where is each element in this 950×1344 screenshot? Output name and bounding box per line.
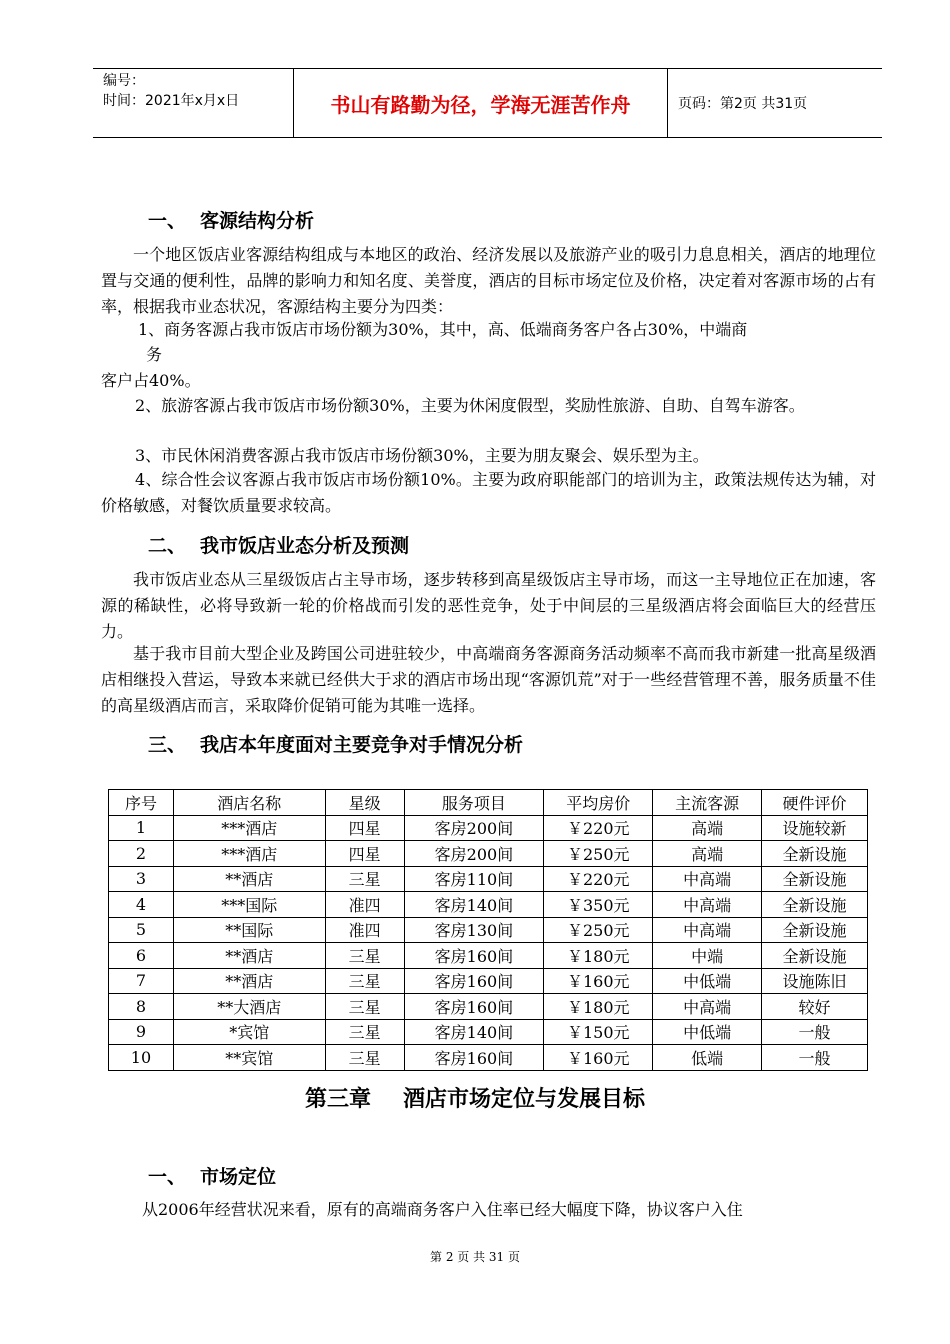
table-header-row bbox=[109, 790, 868, 816]
table-cell: 设施陈旧 bbox=[762, 968, 868, 994]
table-cell: 三星 bbox=[325, 1045, 404, 1071]
column-header: 星级 bbox=[325, 790, 404, 816]
table-cell: 三星 bbox=[325, 1019, 404, 1045]
table-cell: ￥180元 bbox=[544, 994, 653, 1020]
table-row bbox=[109, 994, 868, 1020]
chapter-number: 第三章 bbox=[304, 1087, 371, 1112]
paragraph: 从2006年经营状况来看，原有的高端商务客户入住率已经大幅度下降，协议客户入住 bbox=[142, 1200, 743, 1219]
time-label: 时间：2021年x月x日 bbox=[103, 93, 240, 109]
table-cell: 3 bbox=[109, 866, 174, 892]
table-cell: **大酒店 bbox=[173, 994, 325, 1020]
table-cell: 全新设施 bbox=[762, 943, 868, 969]
table-cell: *宾馆 bbox=[173, 1019, 325, 1045]
paragraph: 一个地区饭店业客源结构组成与本地区的政治、经济发展以及旅游产业的吸引力息息相关，酒店的地理位置与交通的便利性，品牌的影响力和知名度、美誉度，酒店的目标市场定位及价格，决定着对客源市场的占有率，根据我市业态状况，客源结构主要分为四类： bbox=[101, 245, 876, 316]
chapter-title: 酒店市场定位与发展目标 bbox=[403, 1087, 646, 1112]
table-cell: 三星 bbox=[325, 994, 404, 1020]
section-title: 市场定位 bbox=[200, 1166, 277, 1188]
page-footer: 第 2 页 共 31 页 bbox=[430, 1250, 520, 1264]
table-cell: 客房110间 bbox=[404, 866, 544, 892]
table-cell: 全新设施 bbox=[762, 892, 868, 918]
table-cell: 客房130间 bbox=[404, 917, 544, 943]
table-cell: 客房200间 bbox=[404, 815, 544, 841]
table-cell: ***酒店 bbox=[173, 841, 325, 867]
table-cell: ￥250元 bbox=[544, 841, 653, 867]
table-cell: ￥160元 bbox=[544, 968, 653, 994]
table-row bbox=[109, 968, 868, 994]
column-header: 序号 bbox=[109, 790, 174, 816]
list-item-1a: 1、商务客源占我市饭店市场份额为30%，其中，高、低端商务客户各占30%，中端商 bbox=[138, 320, 748, 339]
table-cell: 客房140间 bbox=[404, 892, 544, 918]
table-cell: 中低端 bbox=[653, 968, 762, 994]
table-cell: 三星 bbox=[325, 943, 404, 969]
section-title: 我市饭店业态分析及预测 bbox=[200, 535, 410, 557]
table-cell: 全新设施 bbox=[762, 866, 868, 892]
table-cell: 高端 bbox=[653, 815, 762, 841]
table-row bbox=[109, 841, 868, 867]
page-header bbox=[93, 68, 882, 138]
table-cell: 客房160间 bbox=[404, 994, 544, 1020]
section-title: 客源结构分析 bbox=[200, 210, 315, 232]
table-cell: 全新设施 bbox=[762, 917, 868, 943]
table-cell: 低端 bbox=[653, 1045, 762, 1071]
chapter-heading bbox=[0, 1082, 950, 1113]
table-cell: 客房200间 bbox=[404, 841, 544, 867]
section-heading-2 bbox=[148, 531, 409, 558]
table-row bbox=[109, 943, 868, 969]
table-cell: ￥150元 bbox=[544, 1019, 653, 1045]
table-cell: ￥250元 bbox=[544, 917, 653, 943]
column-header: 平均房价 bbox=[544, 790, 653, 816]
paragraph: 我市饭店业态从三星级饭店占主导市场，逐步转移到高星级饭店主导市场，而这一主导地位正在加速，客源的稀缺性，必将导致新一轮的价格战而引发的恶性竞争，处于中间层的三星级酒店将会面临巨大的经营压力。 bbox=[101, 570, 876, 641]
section-heading-4 bbox=[148, 1162, 276, 1189]
column-header: 酒店名称 bbox=[173, 790, 325, 816]
section-title: 我店本年度面对主要竞争对手情况分析 bbox=[200, 734, 524, 756]
table-cell: ￥180元 bbox=[544, 943, 653, 969]
table-cell: **酒店 bbox=[173, 943, 325, 969]
header-left bbox=[93, 69, 294, 137]
table-cell: 四星 bbox=[325, 815, 404, 841]
table-row bbox=[109, 866, 868, 892]
table-cell: 较好 bbox=[762, 994, 868, 1020]
section-number: 三、 bbox=[148, 734, 187, 756]
paragraph: 基于我市目前大型企业及跨国公司进驻较少，中高端商务客源商务活动频率不高而我市新建一批高星级酒店相继投入营运，导致本来就已经供大于求的酒店市场出现“客源饥荒”对于一些经营管理不善，服务质量不佳的高星级酒店而言，采取降价促销可能为其唯一选择。 bbox=[101, 644, 876, 715]
table-cell: 5 bbox=[109, 917, 174, 943]
table-cell: **酒店 bbox=[173, 866, 325, 892]
table-cell: **国际 bbox=[173, 917, 325, 943]
table-cell: 7 bbox=[109, 968, 174, 994]
table-cell: 客房160间 bbox=[404, 1045, 544, 1071]
table-cell: 中高端 bbox=[653, 994, 762, 1020]
table-body bbox=[109, 815, 868, 1070]
table-cell: 客房160间 bbox=[404, 943, 544, 969]
table-cell: 2 bbox=[109, 841, 174, 867]
section-number: 一、 bbox=[148, 1166, 187, 1188]
list-item-2: 2、旅游客源占我市饭店市场份额30%，主要为休闲度假型，奖励性旅游、自助、自驾车游客。 bbox=[135, 396, 805, 415]
table-cell: 三星 bbox=[325, 968, 404, 994]
table-cell: **宾馆 bbox=[173, 1045, 325, 1071]
table-cell: 中高端 bbox=[653, 866, 762, 892]
table-cell: 准四 bbox=[325, 892, 404, 918]
table-cell: ￥350元 bbox=[544, 892, 653, 918]
header-motto: 书山有路勤为径，学海无涯苦作舟 bbox=[294, 69, 668, 137]
table-cell: 全新设施 bbox=[762, 841, 868, 867]
table-cell: 中端 bbox=[653, 943, 762, 969]
table-cell: 中高端 bbox=[653, 892, 762, 918]
table-row bbox=[109, 815, 868, 841]
table-cell: 客房160间 bbox=[404, 968, 544, 994]
table-cell: 设施较新 bbox=[762, 815, 868, 841]
table-cell: 1 bbox=[109, 815, 174, 841]
table-cell: 10 bbox=[109, 1045, 174, 1071]
table-cell: ***酒店 bbox=[173, 815, 325, 841]
table-cell: 一般 bbox=[762, 1045, 868, 1071]
table-cell: ￥220元 bbox=[544, 815, 653, 841]
table-cell: 中高端 bbox=[653, 917, 762, 943]
header-page-info: 页码：第2页 共31页 bbox=[678, 96, 808, 112]
serial-label: 编号： bbox=[103, 73, 145, 89]
table-cell: 6 bbox=[109, 943, 174, 969]
section-number: 一、 bbox=[148, 210, 187, 232]
table-row bbox=[109, 917, 868, 943]
table-row bbox=[109, 892, 868, 918]
section-number: 二、 bbox=[148, 535, 187, 557]
column-header: 硬件评价 bbox=[762, 790, 868, 816]
table-cell: **酒店 bbox=[173, 968, 325, 994]
table-cell: 9 bbox=[109, 1019, 174, 1045]
table-cell: 8 bbox=[109, 994, 174, 1020]
list-item-1b: 务 bbox=[146, 345, 163, 364]
table-cell: ￥220元 bbox=[544, 866, 653, 892]
table-cell: ￥160元 bbox=[544, 1045, 653, 1071]
list-item-3: 3、市民休闲消费客源占我市饭店市场份额30%，主要为朋友聚会、娱乐型为主。 bbox=[135, 446, 709, 465]
table-cell: 客房140间 bbox=[404, 1019, 544, 1045]
column-header: 主流客源 bbox=[653, 790, 762, 816]
table-cell: ***国际 bbox=[173, 892, 325, 918]
table-row bbox=[109, 1019, 868, 1045]
table-cell: 准四 bbox=[325, 917, 404, 943]
table-cell: 中低端 bbox=[653, 1019, 762, 1045]
table-cell: 一般 bbox=[762, 1019, 868, 1045]
list-item-4: 4、综合性会议客源占我市饭店市场份额10%。主要为政府职能部门的培训为主，政策法规传达为辅，对价格敏感，对餐饮质量要求较高。 bbox=[101, 470, 876, 515]
table-cell: 4 bbox=[109, 892, 174, 918]
column-header: 服务项目 bbox=[404, 790, 544, 816]
table-cell: 四星 bbox=[325, 841, 404, 867]
section-heading-3 bbox=[148, 730, 523, 757]
table-cell: 高端 bbox=[653, 841, 762, 867]
section-heading-1 bbox=[148, 206, 314, 233]
table-row bbox=[109, 1045, 868, 1071]
table-cell: 三星 bbox=[325, 866, 404, 892]
competitor-table bbox=[108, 789, 868, 1071]
list-item-1c: 客户占40%。 bbox=[101, 371, 201, 390]
